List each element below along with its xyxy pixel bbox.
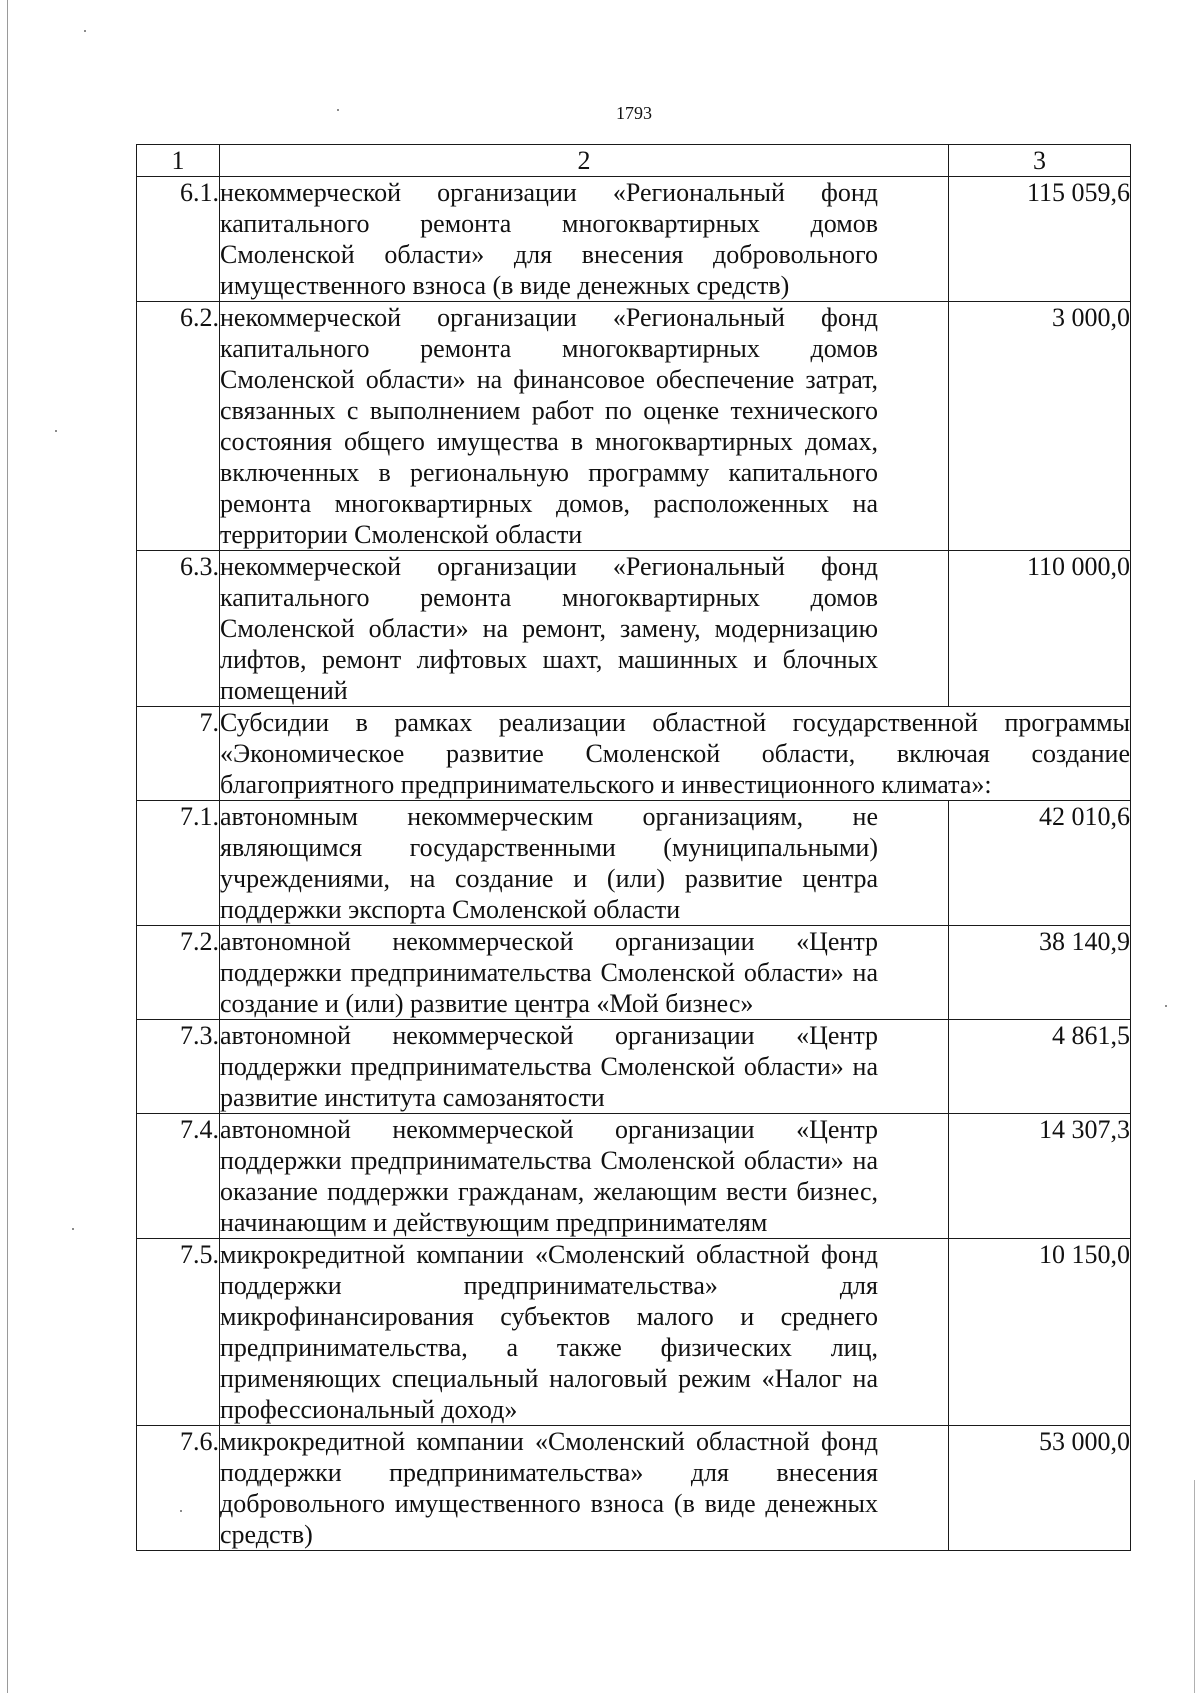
- row-number: 7.6.: [137, 1426, 220, 1551]
- row-amount: 14 307,3: [949, 1114, 1131, 1239]
- budget-table: [136, 144, 1131, 1551]
- row-description: [220, 801, 949, 926]
- section-heading-text: Субсидии в рамках реализации областной государственной программы «Экономическое развитие Смоленской области, включая создание благоприятного предпринимательского и инвестиционного климата»:: [220, 708, 1130, 799]
- table-row: [137, 302, 1131, 551]
- row-description-text: автономной некоммерческой организации «Центр поддержки предпринимательства Смоленской области» на оказание поддержки гражданам, желающим вести бизнес, начинающим и действующим предпринимателям: [220, 1115, 878, 1237]
- row-amount: 3 000,0: [949, 302, 1131, 551]
- row-number: 6.3.: [137, 551, 220, 707]
- row-amount: 10 150,0: [949, 1239, 1131, 1426]
- header-cell-number: 1: [137, 145, 220, 177]
- row-amount: 42 010,6: [949, 801, 1131, 926]
- section-heading: [220, 707, 1131, 801]
- row-number: 7.1.: [137, 801, 220, 926]
- table-row: [137, 551, 1131, 707]
- row-number: 6.2.: [137, 302, 220, 551]
- table-header-row: [137, 145, 1131, 177]
- table-row: [137, 1114, 1131, 1239]
- header-cell-description: 2: [220, 145, 949, 177]
- row-amount: 110 000,0: [949, 551, 1131, 707]
- row-amount: 115 059,6: [949, 177, 1131, 302]
- row-description-text: микрокредитной компании «Смоленский областной фонд поддержки предпринимательства» для внесения добровольного имущественного взноса (в виде денежных средств): [220, 1427, 878, 1549]
- page-number: 1793: [616, 103, 652, 123]
- row-description-text: микрокредитной компании «Смоленский областной фонд поддержки предпринимательства» для микрофинансирования субъектов малого и среднего предпринимательства, а также физических лиц, применяющих специальный налоговый режим «Налог на профессиональный доход»: [220, 1240, 878, 1424]
- row-description-text: автономной некоммерческой организации «Центр поддержки предпринимательства Смоленской области» на создание и (или) развитие центра «Мой бизнес»: [220, 927, 878, 1018]
- row-description-text: автономной некоммерческой организации «Центр поддержки предпринимательства Смоленской области» на развитие института самозанятости: [220, 1021, 878, 1112]
- row-amount: 53 000,0: [949, 1426, 1131, 1551]
- table-row: [137, 1239, 1131, 1426]
- row-description-text: некоммерческой организации «Региональный фонд капитального ремонта многоквартирных домов Смоленской области» на финансовое обеспечение затрат, связанных с выполнением работ по оценке технического состояния общего имущества в многоквартирных домах, включенных в региональную программу капитального ремонта многоквартирных домов, расположенных на территории Смоленской области: [220, 303, 878, 549]
- scan-left-edge: [7, 0, 8, 1693]
- row-description: [220, 302, 949, 551]
- row-description: [220, 926, 949, 1020]
- row-number: 7.: [137, 707, 220, 801]
- row-description: [220, 1426, 949, 1551]
- row-description: [220, 1114, 949, 1239]
- table-row: [137, 177, 1131, 302]
- row-number: 7.4.: [137, 1114, 220, 1239]
- scan-speck: [55, 430, 57, 432]
- scan-speck: [72, 1228, 74, 1230]
- table-row: [137, 801, 1131, 926]
- row-amount: 38 140,9: [949, 926, 1131, 1020]
- scan-speck: [84, 30, 86, 32]
- row-description: [220, 177, 949, 302]
- row-number: 6.1.: [137, 177, 220, 302]
- row-number: 7.2.: [137, 926, 220, 1020]
- table-row: [137, 1426, 1131, 1551]
- row-number: 7.5.: [137, 1239, 220, 1426]
- table-section-row: [137, 707, 1131, 801]
- table-row: [137, 1020, 1131, 1114]
- row-number: 7.3.: [137, 1020, 220, 1114]
- scan-speck: [337, 109, 339, 111]
- table-row: [137, 926, 1131, 1020]
- scan-right-edge: [1194, 1480, 1195, 1693]
- row-description: [220, 1239, 949, 1426]
- row-description-text: некоммерческой организации «Региональный фонд капитального ремонта многоквартирных домов Смоленской области» для внесения добровольного имущественного взноса (в виде денежных средств): [220, 178, 878, 300]
- row-description-text: некоммерческой организации «Региональный фонд капитального ремонта многоквартирных домов Смоленской области» на ремонт, замену, модернизацию лифтов, ремонт лифтовых шахт, машинных и блочных помещений: [220, 552, 878, 705]
- header-cell-amount: 3: [949, 145, 1131, 177]
- row-description-text: автономным некоммерческим организациям, не являющимся государственными (муниципальными) учреждениями, на создание и (или) развитие центра поддержки экспорта Смоленской области: [220, 802, 878, 924]
- row-description: [220, 1020, 949, 1114]
- scan-speck: [1165, 1005, 1167, 1007]
- scan-speck: [180, 1510, 182, 1512]
- row-amount: 4 861,5: [949, 1020, 1131, 1114]
- row-description: [220, 551, 949, 707]
